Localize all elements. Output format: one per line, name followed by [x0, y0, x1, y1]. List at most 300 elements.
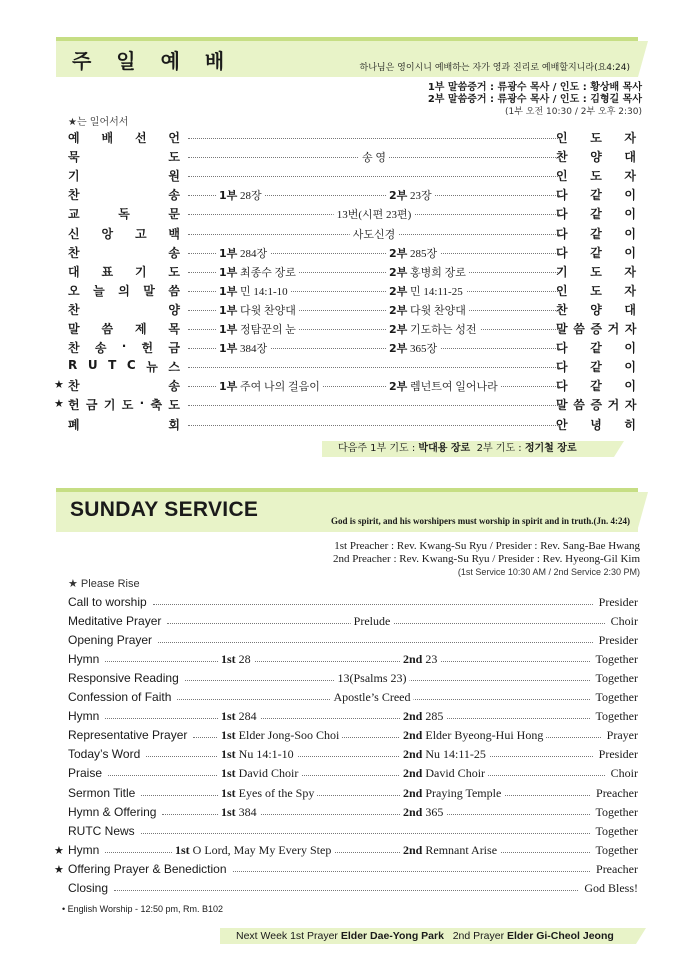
korean-service-row — [68, 416, 636, 435]
korean-next-week-prayer-2: 정기철 장로 — [524, 443, 577, 454]
korean-item-leader-char: 씀 — [573, 322, 585, 336]
korean-item-label-char: 회 — [168, 417, 180, 432]
english-service-row — [68, 786, 638, 805]
korean-first-service-detail — [216, 378, 323, 394]
korean-item-leader — [556, 320, 636, 337]
korean-first-detail-text: 384장 — [240, 343, 268, 356]
first-service-tag: 1st — [221, 709, 236, 724]
korean-item-leader-char: 말 — [556, 322, 568, 336]
korean-item-leader-char: 자 — [624, 322, 636, 336]
english-verse: God is spirit, and his worshipers must worship in spirit and in truth.(Jn. 4:24) — [330, 516, 630, 526]
korean-item-label-char: 배 — [101, 131, 114, 145]
korean-item-leader-char: 이 — [624, 245, 636, 260]
korean-item-label-char: 늘 — [93, 283, 105, 298]
korean-item-label — [68, 205, 180, 222]
english-first-detail-text: Eyes of the Spy — [238, 785, 315, 800]
english-service-row — [68, 633, 638, 652]
korean-item-leader-char: 같 — [590, 379, 602, 394]
english-preacher-line-1: 1st Preacher : Rev. Kwang-Su Ryu / Presider : Rev. Sang-Bae Hwang — [334, 540, 640, 552]
korean-item-label — [68, 167, 180, 184]
korean-item-label-char: 선 — [134, 131, 147, 145]
korean-item-leader — [556, 416, 636, 433]
english-second-service-detail — [400, 786, 504, 801]
dotted-leader — [188, 405, 560, 406]
second-service-tag: 2부 — [389, 284, 408, 298]
korean-item-label — [68, 358, 180, 375]
korean-item-label-char: 독 — [118, 207, 130, 222]
english-item-label: Representative Prayer — [68, 728, 188, 743]
korean-item-label-char: 말 — [68, 322, 80, 336]
korean-first-service-detail — [216, 187, 265, 203]
english-service-row — [68, 671, 638, 690]
first-service-tag: 1부 — [219, 246, 238, 260]
korean-service-row — [68, 339, 636, 358]
korean-item-leader — [556, 186, 636, 203]
korean-item-label-char: 앙 — [101, 226, 114, 241]
korean-item-label-char: 목 — [168, 322, 180, 336]
english-item-leader: Together — [595, 804, 638, 819]
korean-second-service-detail — [386, 187, 435, 203]
dotted-leader — [114, 890, 578, 891]
korean-item-detail: 송 영 — [359, 149, 389, 165]
korean-service-row — [68, 244, 636, 263]
dotted-leader — [141, 795, 590, 796]
korean-first-service-detail — [216, 340, 270, 356]
korean-item-leader-char: 말 — [556, 398, 568, 413]
english-item-leader: Choir — [610, 614, 638, 629]
first-service-tag: 1st — [221, 804, 236, 819]
korean-item-label-char: 대 — [68, 264, 80, 279]
korean-second-detail-text: 285장 — [410, 247, 438, 260]
korean-service-row — [68, 263, 636, 282]
korean-service-row — [68, 205, 636, 224]
korean-second-service-detail — [386, 264, 469, 280]
english-item-label: Sermon Title — [68, 785, 136, 800]
korean-item-leader-char: 자 — [624, 131, 636, 145]
english-service-row — [68, 766, 638, 785]
korean-item-label-char: · — [121, 339, 127, 354]
english-next-week-prayer-1: Elder Dae-Yong Park — [340, 930, 444, 942]
rise-star-icon: ★ — [54, 397, 64, 411]
korean-item-leader-char: 같 — [590, 360, 602, 375]
english-item-label: Today’s Word — [68, 747, 141, 762]
korean-preacher-line-2: 2부 말씀증거 : 류광수 목사 / 인도 : 김형길 목사 — [427, 94, 642, 105]
korean-first-detail-text: 284장 — [240, 247, 268, 260]
second-service-tag: 2nd — [403, 747, 423, 762]
korean-item-label-char: 스 — [168, 360, 180, 375]
korean-item-leader — [556, 339, 636, 356]
korean-item-leader-char: 증 — [590, 322, 602, 336]
korean-service-row — [54, 377, 636, 396]
korean-item-label-char: 찬 — [68, 302, 80, 317]
korean-item-label-char: 제 — [134, 322, 147, 336]
english-first-service-detail — [218, 652, 254, 667]
korean-item-label-char: 기 — [103, 398, 116, 413]
english-item-label: Meditative Prayer — [68, 614, 162, 629]
korean-item-label-char: 금 — [168, 341, 180, 356]
korean-next-week-label: 다음주 1부 기도 : — [338, 443, 416, 454]
korean-item-leader-char: 도 — [590, 169, 602, 184]
english-second-service-detail — [400, 843, 500, 858]
second-service-tag: 2부 — [389, 265, 408, 279]
first-service-tag: 1st — [221, 728, 236, 743]
english-item-detail: Prelude — [351, 614, 394, 629]
english-second-service-detail — [400, 652, 440, 667]
second-service-tag: 2nd — [403, 842, 423, 857]
korean-item-label-char: 신 — [68, 226, 80, 241]
korean-item-leader-char: 다 — [556, 379, 568, 394]
korean-item-leader-char: 인 — [556, 169, 568, 184]
english-item-leader: Choir — [610, 766, 638, 781]
english-item-leader: Together — [595, 709, 638, 724]
korean-item-label-char: 도 — [168, 398, 180, 413]
second-service-tag: 2부 — [389, 189, 408, 203]
first-service-tag: 1부 — [219, 284, 238, 298]
english-item-leader: Together — [595, 690, 638, 705]
korean-next-week-bar — [322, 441, 614, 457]
korean-item-leader — [556, 205, 636, 222]
korean-item-leader — [556, 244, 636, 261]
korean-item-label-char: 묵 — [68, 150, 80, 165]
korean-title-banner — [56, 37, 638, 77]
korean-item-label — [68, 320, 180, 337]
korean-item-leader-char: 다 — [556, 245, 568, 260]
korean-item-leader-char: 이 — [624, 226, 636, 241]
english-item-label: Opening Prayer — [68, 633, 153, 648]
korean-second-detail-text: 홍병희 장로 — [410, 266, 466, 279]
korean-service-title: 주 일 예 배 — [72, 49, 234, 73]
english-first-detail-text: 384 — [238, 804, 257, 819]
korean-item-leader — [556, 263, 636, 280]
korean-item-leader-char: 자 — [624, 169, 636, 184]
english-second-detail-text: David Choir — [425, 766, 486, 781]
korean-item-leader-char: 자 — [624, 398, 636, 413]
english-second-detail-text: 365 — [425, 804, 444, 819]
korean-item-leader-char: 히 — [624, 417, 636, 432]
korean-item-leader-char: 도 — [590, 131, 602, 145]
english-item-leader: Together — [595, 671, 638, 686]
korean-service-row — [68, 282, 636, 301]
first-service-tag: 1st — [221, 785, 236, 800]
second-service-tag: 2부 — [389, 342, 408, 356]
english-item-leader: Together — [595, 842, 638, 857]
korean-item-label-char: 오 — [68, 283, 80, 298]
english-first-service-detail — [172, 843, 334, 858]
first-service-tag: 1부 — [219, 342, 238, 356]
korean-item-label-char: 문 — [168, 207, 180, 222]
english-service-row — [54, 861, 638, 881]
korean-service-row — [68, 167, 636, 186]
korean-item-label-char: 의 — [118, 283, 130, 298]
korean-service-row — [68, 225, 636, 244]
korean-first-detail-text: 다윗 찬양대 — [240, 304, 296, 317]
korean-item-leader-char: 이 — [624, 341, 636, 356]
korean-next-week-prayer-1: 박대용 장로 — [418, 443, 471, 454]
korean-item-label-char: 씀 — [168, 283, 180, 298]
english-item-leader: Preacher — [596, 861, 638, 876]
korean-item-label — [68, 282, 180, 299]
korean-item-label-char: 찬 — [68, 379, 80, 394]
korean-item-label-char: 찬 — [68, 341, 80, 356]
korean-first-service-detail — [216, 264, 299, 280]
korean-item-label-char: 씀 — [101, 322, 114, 336]
korean-item-label-char: 찬 — [68, 188, 80, 203]
korean-item-label-char: · — [139, 396, 145, 411]
korean-item-label — [68, 263, 180, 280]
korean-item-leader — [556, 396, 636, 413]
dotted-leader — [153, 604, 593, 605]
korean-first-detail-text: 28장 — [240, 190, 262, 203]
english-worship-note: • English Worship - 12:50 pm, Rm. B102 — [62, 904, 224, 914]
korean-item-leader-char: 도 — [590, 283, 602, 298]
korean-item-label — [68, 301, 180, 318]
english-first-service-detail — [218, 786, 317, 801]
english-preachers — [333, 540, 640, 579]
english-service-row — [68, 614, 638, 633]
second-service-tag: 2nd — [403, 785, 423, 800]
korean-item-leader-char: 이 — [624, 379, 636, 394]
first-service-tag: 1부 — [219, 303, 238, 317]
korean-second-service-detail — [386, 302, 469, 318]
korean-item-leader-char: 찬 — [556, 150, 568, 165]
korean-item-label — [68, 244, 180, 261]
english-service-row — [68, 881, 638, 900]
english-next-week-bar — [220, 928, 636, 944]
english-item-label: Call to worship — [68, 595, 147, 609]
korean-item-detail: 사도신경 — [350, 226, 399, 242]
dotted-leader — [141, 833, 590, 834]
korean-item-leader-char: 같 — [590, 188, 602, 203]
dotted-leader — [105, 661, 589, 662]
korean-item-leader-char: 찬 — [556, 302, 568, 317]
dotted-leader — [233, 871, 590, 872]
korean-item-label-char: 기 — [68, 169, 80, 184]
korean-item-leader — [556, 129, 636, 146]
english-service-row — [68, 595, 638, 614]
english-second-service-detail — [400, 805, 446, 820]
english-second-detail-text: Praying Temple — [425, 785, 502, 800]
korean-next-week-label-2: 2부 기도 : — [476, 443, 522, 454]
korean-item-leader — [556, 377, 636, 394]
korean-item-leader-char: 같 — [590, 341, 602, 356]
korean-item-leader-char: 대 — [624, 302, 636, 317]
korean-item-label-char: 송 — [94, 341, 107, 356]
korean-item-leader-char: 씀 — [573, 398, 585, 413]
dotted-leader — [108, 775, 605, 776]
english-item-leader: Presider — [598, 747, 638, 762]
korean-item-label — [68, 186, 180, 203]
korean-item-label-char: 원 — [168, 169, 180, 184]
second-service-tag: 2부 — [389, 380, 408, 394]
second-service-tag: 2nd — [403, 652, 423, 667]
korean-item-label-char: 기 — [134, 264, 147, 279]
english-service-title: SUNDAY SERVICE — [70, 498, 259, 521]
first-service-tag: 1st — [175, 842, 190, 857]
korean-item-leader-char: 이 — [624, 207, 636, 222]
korean-item-leader-char: 안 — [556, 417, 568, 432]
korean-item-label-char: 헌 — [68, 398, 80, 413]
english-first-detail-text: O Lord, May My Every Step — [192, 842, 332, 857]
korean-item-leader — [556, 225, 636, 242]
dotted-leader — [188, 176, 560, 177]
english-item-label: Offering Prayer & Benediction — [68, 861, 227, 876]
english-first-service-detail — [218, 766, 301, 781]
second-service-tag: 2nd — [403, 709, 423, 724]
korean-item-leader — [556, 358, 636, 375]
korean-item-label-char: 교 — [68, 207, 80, 222]
korean-item-leader — [556, 301, 636, 318]
korean-item-leader-char: 양 — [590, 302, 602, 317]
english-item-label: RUTC News — [68, 823, 135, 838]
korean-service-row — [54, 396, 636, 415]
korean-item-leader — [556, 282, 636, 299]
korean-item-detail: 13번(시편 23편) — [334, 206, 415, 222]
first-service-tag: 1부 — [219, 265, 238, 279]
english-second-detail-text: 285 — [425, 709, 444, 724]
korean-item-leader — [556, 148, 636, 165]
english-item-leader: Presider — [598, 633, 638, 648]
korean-first-detail-text: 최종수 장로 — [240, 266, 296, 279]
korean-item-leader — [556, 167, 636, 184]
rise-star-icon: ★ — [54, 843, 64, 857]
english-preacher-line-2: 2nd Preacher : Rev. Kwang-Su Ryu / Presider : Rev. Hyeong-Gil Kim — [333, 553, 640, 565]
korean-item-leader-char: 녕 — [590, 417, 602, 432]
dotted-leader — [158, 642, 593, 643]
korean-item-label-char: 백 — [168, 226, 180, 241]
korean-item-label-char: R — [68, 358, 78, 373]
first-service-tag: 1부 — [219, 380, 238, 394]
korean-item-label-char: 금 — [85, 398, 98, 413]
korean-second-detail-text: 민 14:11-25 — [410, 285, 463, 298]
korean-service-row — [68, 320, 636, 339]
english-item-label: Hymn & Offering — [68, 804, 157, 819]
korean-item-leader-char: 자 — [624, 283, 636, 298]
english-first-detail-text: Nu 14:1-10 — [238, 747, 294, 762]
korean-item-leader-char: 같 — [590, 245, 602, 260]
dotted-leader — [146, 756, 592, 757]
korean-item-leader-char: 거 — [607, 398, 619, 413]
korean-second-service-detail — [386, 321, 480, 337]
english-next-week-label: Next Week 1st Prayer — [236, 930, 338, 942]
english-second-detail-text: Remnant Arise — [425, 842, 498, 857]
korean-item-leader-char: 다 — [556, 226, 568, 241]
korean-item-leader-char: 자 — [624, 264, 636, 279]
english-first-service-detail — [218, 747, 297, 762]
korean-second-detail-text: 다윗 찬양대 — [410, 304, 466, 317]
korean-item-label-char: 축 — [150, 398, 163, 413]
korean-item-label-char: 도 — [168, 150, 180, 165]
english-first-detail-text: 28 — [238, 652, 251, 667]
english-item-label: Hymn — [68, 652, 100, 667]
english-item-leader: Together — [595, 652, 638, 667]
english-service-row — [68, 690, 638, 709]
korean-verse: 하나님은 영이시니 예배하는 자가 영과 진리로 예배할지니라(요4:24) — [359, 63, 630, 73]
korean-service-row — [68, 129, 636, 148]
english-item-leader: God Bless! — [584, 880, 638, 895]
first-service-tag: 1부 — [219, 189, 238, 203]
korean-item-label-char: 폐 — [68, 417, 80, 432]
korean-item-leader-char: 다 — [556, 188, 568, 203]
second-service-tag: 2nd — [403, 766, 423, 781]
korean-service-row — [68, 148, 636, 167]
korean-item-leader-char: 같 — [590, 207, 602, 222]
english-service-row — [54, 842, 638, 862]
english-first-service-detail — [218, 728, 342, 743]
english-title-banner — [56, 488, 638, 532]
english-service-time: (1st Service 10:30 AM / 2nd Service 2:30 PM) — [457, 567, 640, 577]
english-service-row — [68, 652, 638, 671]
korean-item-label-char: 표 — [101, 264, 114, 279]
dotted-leader — [188, 367, 560, 368]
korean-item-leader-char: 이 — [624, 188, 636, 203]
korean-item-label-char: T — [108, 358, 117, 373]
korean-first-service-detail — [216, 321, 299, 337]
english-item-detail: Apostle’s Creed — [331, 690, 414, 705]
korean-item-leader-char: 거 — [607, 322, 619, 336]
first-service-tag: 1부 — [219, 323, 238, 336]
korean-item-label-char: 송 — [168, 245, 180, 260]
english-service-row — [68, 805, 638, 824]
english-service-row — [68, 824, 638, 843]
korean-first-detail-text: 주여 나의 걸음이 — [240, 381, 320, 394]
korean-second-service-detail — [386, 340, 440, 356]
english-second-detail-text: Nu 14:11-25 — [425, 747, 486, 762]
korean-item-label — [68, 148, 180, 165]
korean-second-service-detail — [386, 283, 466, 299]
english-service-row — [68, 747, 638, 766]
korean-item-leader-char: 도 — [590, 264, 602, 279]
english-second-detail-text: Elder Byeong-Hui Hong — [425, 728, 544, 743]
english-item-label: Responsive Reading — [68, 671, 179, 686]
korean-service-row — [68, 358, 636, 377]
rise-star-icon: ★ — [54, 862, 64, 876]
dotted-leader — [105, 718, 589, 719]
dotted-leader — [188, 425, 560, 426]
second-service-tag: 2nd — [403, 728, 423, 743]
korean-second-detail-text: 23장 — [410, 190, 432, 203]
second-service-tag: 2nd — [403, 804, 423, 819]
first-service-tag: 1st — [221, 747, 236, 762]
english-first-detail-text: David Choir — [238, 766, 299, 781]
english-next-week-label-2: 2nd Prayer — [452, 930, 505, 942]
dotted-leader — [188, 138, 560, 139]
korean-item-label-char: 찬 — [68, 245, 80, 260]
korean-first-service-detail — [216, 302, 299, 318]
korean-service-row — [68, 186, 636, 205]
korean-first-service-detail — [216, 283, 291, 299]
korean-second-detail-text: 기도하는 성전 — [410, 324, 477, 336]
korean-first-detail-text: 민 14:1-10 — [240, 285, 288, 298]
second-service-tag: 2부 — [389, 246, 408, 260]
korean-item-label-char: 송 — [168, 379, 180, 394]
english-second-service-detail — [400, 747, 489, 762]
english-second-service-detail — [400, 766, 488, 781]
korean-item-leader-char: 이 — [624, 360, 636, 375]
korean-second-service-detail — [386, 378, 501, 394]
korean-item-label — [68, 339, 180, 356]
korean-item-label — [68, 225, 180, 242]
korean-item-leader-char: 다 — [556, 207, 568, 222]
english-second-service-detail — [400, 728, 546, 743]
korean-item-leader-char: 다 — [556, 360, 568, 375]
second-service-tag: 2부 — [389, 303, 408, 317]
english-item-label: Confession of Faith — [68, 690, 172, 705]
korean-item-label-char: 양 — [168, 302, 180, 317]
english-first-service-detail — [218, 709, 260, 724]
english-first-service-detail — [218, 805, 260, 820]
english-stand-note: ★ Please Rise — [68, 578, 140, 590]
korean-second-service-detail — [386, 245, 440, 261]
